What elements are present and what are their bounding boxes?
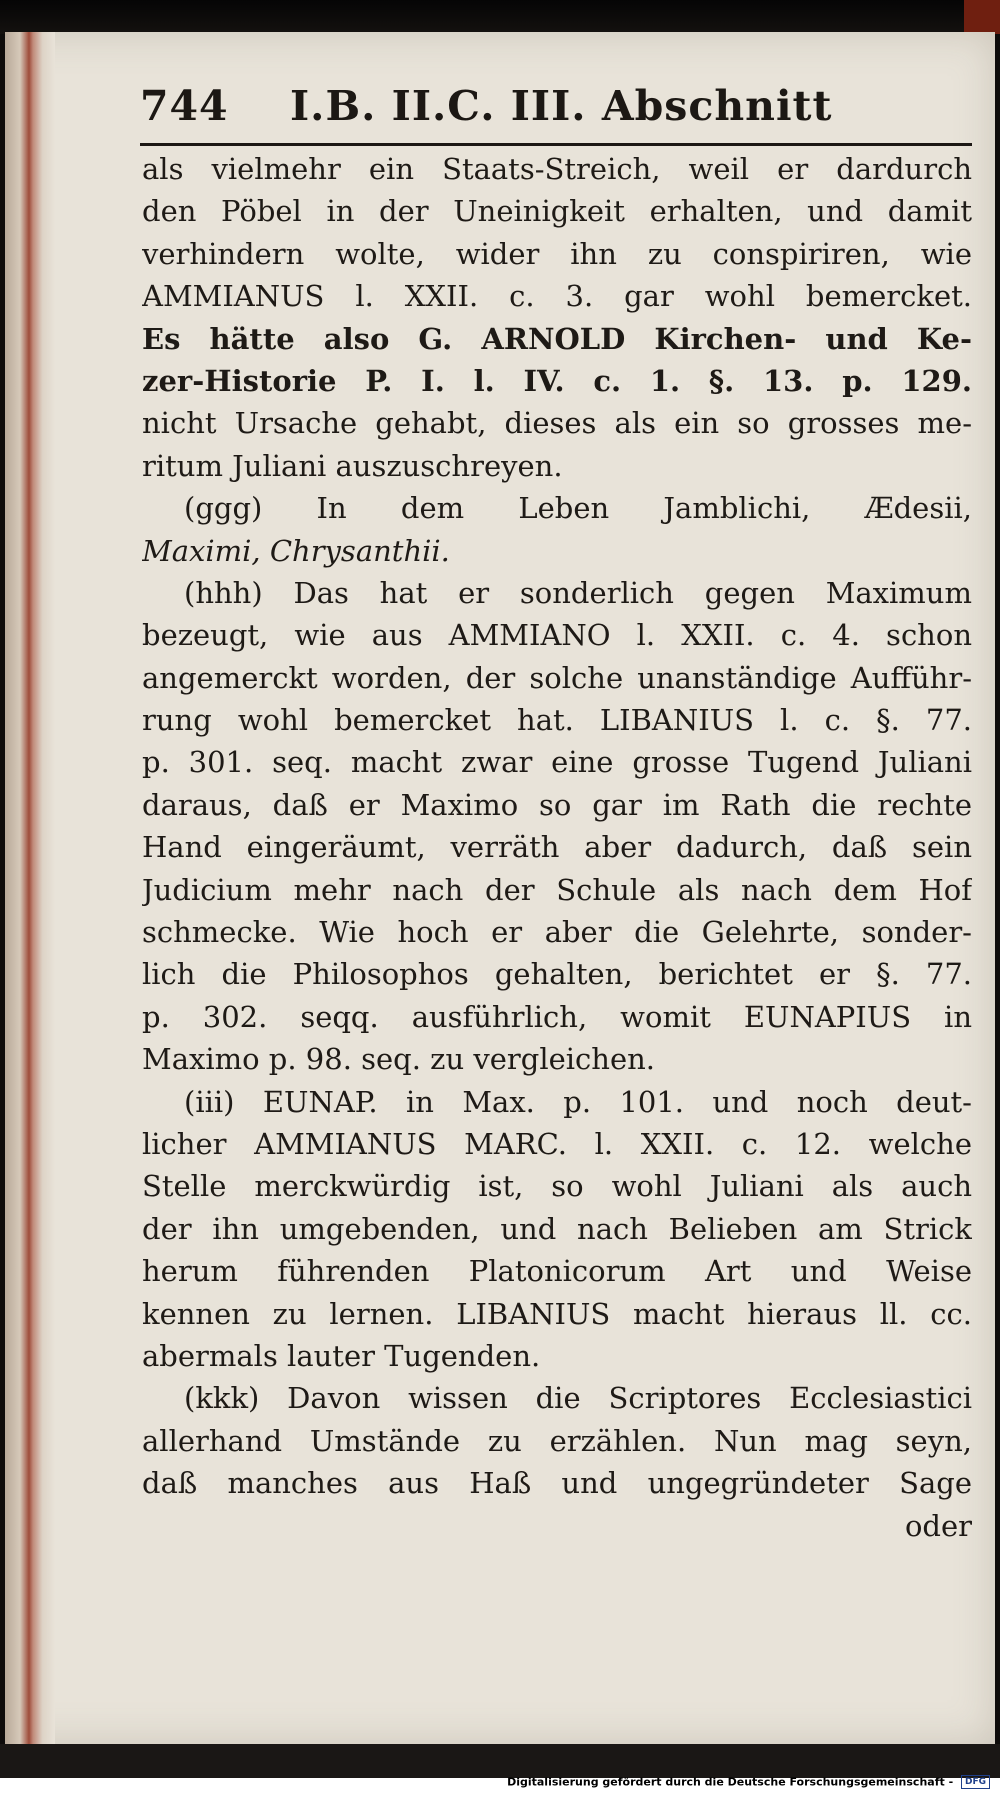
catchword: oder: [904, 1508, 972, 1543]
footnote-ggg-start: (ggg) In dem Leben Jamblichi, Ædesii,: [184, 491, 972, 526]
scan-bottom-edge: [0, 1744, 1000, 1778]
text-line: p. 302. seqq. ausführlich, womit EUNAPIUS in: [142, 999, 972, 1034]
page-header: [140, 74, 970, 134]
text-line: herum führenden Platonicorum Art und Weise: [142, 1254, 972, 1289]
text-line: licher AMMIANUS MARC. l. XXII. c. 12. welche: [142, 1126, 972, 1161]
text-line: zer-Historie P. I. l. IV. c. 1. §. 13. p. 129.: [142, 363, 972, 398]
scan-top-edge: [0, 0, 1000, 34]
text-line: den Pöbel in der Uneinigkeit erhalten, und damit: [142, 194, 972, 229]
text-line: angemerckt worden, der solche unanständige Aufführ-: [142, 660, 972, 695]
text-line: der ihn umgebenden, und nach Belieben am Strick: [142, 1211, 972, 1246]
text-line: verhindern wolte, wider ihn zu conspiriren, wie: [142, 236, 972, 271]
text-line: ritum Juliani auszuschreyen.: [142, 448, 563, 483]
text-line: AMMIANUS l. XXII. c. 3. gar wohl bemercket.: [142, 279, 972, 314]
text-line: Maximo p. 98. seq. zu vergleichen.: [142, 1042, 656, 1077]
text-line: Judicium mehr nach der Schule als nach dem Hof: [142, 872, 972, 907]
text-line: schmecke. Wie hoch er aber die Gelehrte, sonder-: [142, 915, 972, 950]
text-line: nicht Ursache gehabt, dieses als ein so grosses me-: [142, 406, 972, 441]
text-line: Stelle merckwürdig ist, so wohl Juliani als auch: [142, 1169, 972, 1204]
digitization-credit: [507, 1775, 990, 1789]
text-line: lich die Philosophos gehalten, berichtet er §. 77.: [142, 957, 972, 992]
text-line: bezeugt, wie aus AMMIANO l. XXII. c. 4. schon: [142, 618, 972, 653]
footnote-kkk-start: (kkk) Davon wissen die Scriptores Ecclesiastici: [184, 1381, 972, 1416]
text-line: allerhand Umstände zu erzählen. Nun mag seyn,: [142, 1423, 972, 1458]
scan-corner-mark: [964, 0, 1000, 34]
dfg-logo: DFG: [961, 1775, 990, 1789]
credit-text: Digitalisierung gefördert durch die Deutsche Forschungsgemeinschaft -: [507, 1775, 954, 1789]
text-line: als vielmehr ein Staats-Streich, weil er dardurch: [142, 152, 972, 186]
text-line: p. 301. seq. macht zwar eine grosse Tugend Juliani: [142, 745, 972, 780]
text-line: Maximi, Chrysanthii.: [142, 533, 450, 568]
book-gutter: [5, 32, 55, 1744]
header-rule: [140, 143, 972, 146]
text-line: abermals lauter Tugenden.: [142, 1338, 541, 1373]
text-line: Es hätte also G. ARNOLD Kirchen- und Ke-: [142, 321, 972, 356]
text-line: kennen zu lernen. LIBANIUS macht hieraus ll. cc.: [142, 1296, 972, 1331]
footnote-hhh-start: (hhh) Das hat er sonderlich gegen Maximum: [184, 575, 972, 610]
text-line: daß manches aus Haß und ungegründeter Sage: [142, 1466, 972, 1501]
text-line: rung wohl bemercket hat. LIBANIUS l. c. §. 77.: [142, 703, 972, 738]
text-line: Hand eingeräumt, verräth aber dadurch, daß sein: [142, 830, 972, 865]
footnote-iii-start: (iii) EUNAP. in Max. p. 101. und noch deut-: [184, 1084, 972, 1119]
text-line: daraus, daß er Maximo so gar im Rath die rechte: [142, 787, 972, 822]
page-body: [142, 148, 972, 1547]
running-head: I.B. II.C. III. Abschnitt: [290, 82, 833, 130]
page-number: 744: [140, 82, 229, 130]
